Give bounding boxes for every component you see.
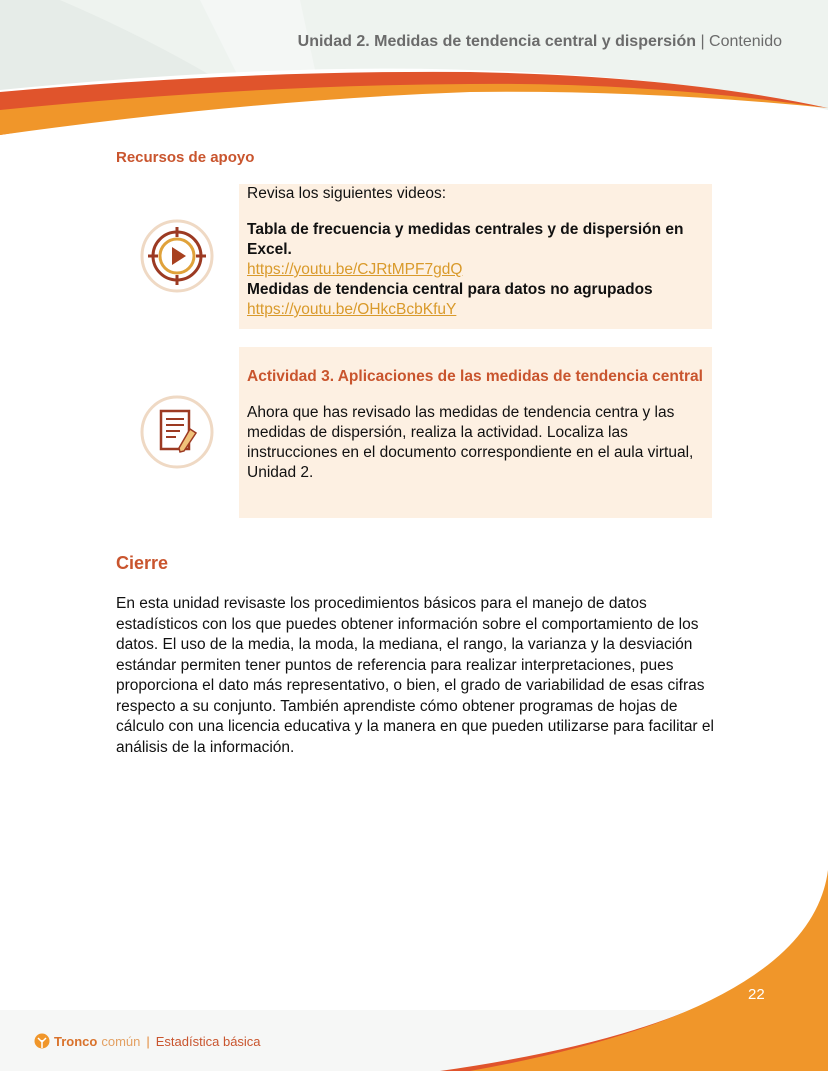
activity-box [239, 347, 712, 518]
header-banner [0, 0, 828, 140]
brand-suffix: común [101, 1033, 141, 1049]
closing-heading: Cierre [116, 553, 169, 573]
activity-text: Ahora que has revisado las medidas de tendencia centra y las medidas de dispersión, realiza la actividad. Localiza las instrucciones en el documento correspondiente en el aula virtual, Unidad 2. [247, 404, 694, 481]
video-title: Medidas de tendencia central para datos no agrupados [247, 281, 653, 298]
closing-text: En esta unidad revisaste los procedimientos básicos para el manejo de datos estadísticos con los que puedes obtener información sobre el comportamiento de los datos. El uso de la media, la moda, la mediana, el rango, la varianza y la desviación estándar permiten tener puntos de referencia para realizar interpretaciones, pues proporciona el dato más representativo, o bien, el grado de variabilidad de esas cifras respecto a su conjunto. También aprendiste cómo obtener programas de hojas de cálculo con una licencia educativa y la manera en que pueden utilizarse para facilitar el análisis de la información. [116, 595, 714, 756]
brand-name: Tronco [54, 1033, 98, 1049]
header-title: Unidad 2. Medidas de tendencia central y dispersión | Contenido [297, 33, 782, 50]
course-name: Estadística básica [155, 1033, 261, 1049]
video-play-icon [140, 219, 214, 293]
document-edit-icon [140, 395, 214, 469]
activity-title: Actividad 3. Aplicaciones de las medidas de tendencia central [247, 368, 703, 385]
tree-logo-icon [34, 1033, 50, 1049]
video-link[interactable]: https://youtu.be/OHkcBcbKfuY [247, 301, 457, 318]
footer-brand [34, 1033, 261, 1049]
video-title: Tabla de frecuencia y medidas centrales y de dispersión en Excel. [247, 221, 684, 258]
resources-intro: Revisa los siguientes videos: [247, 185, 447, 202]
resources-box [239, 184, 712, 329]
page-number: 22 [748, 986, 765, 1003]
video-link[interactable]: https://youtu.be/CJRtMPF7gdQ [247, 261, 463, 278]
resources-heading: Recursos de apoyo [116, 149, 255, 166]
footer-separator: | [146, 1033, 150, 1049]
